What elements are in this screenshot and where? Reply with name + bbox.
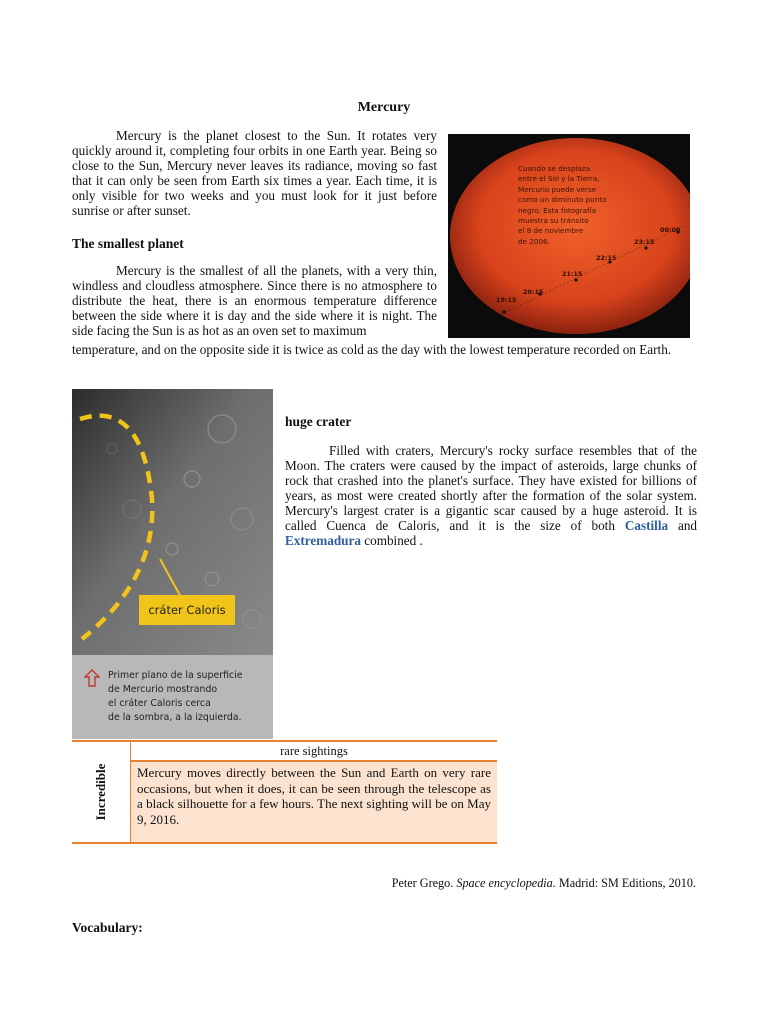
- transit-time: 00:00: [660, 226, 681, 234]
- transit-dot: [574, 278, 577, 281]
- smallest-planet-text-1: Mercury is the smallest of all the planets, with a very thin, windless and cloudless atmosphere. Since there is no atmosphere to distribute the heat, there is an enormous temperature difference between the side where it is day and the side where it is night. The side facing the Sun is as hot as an oven set to maximum: [72, 263, 437, 338]
- transit-time: 20:15: [523, 288, 544, 296]
- smallest-planet-paragraph: [72, 263, 437, 338]
- incredible-label: Incredible: [93, 763, 108, 821]
- transit-time: 21:15: [562, 270, 583, 278]
- incredible-side-cell: [72, 742, 131, 842]
- huge-crater-heading: huge crater: [285, 414, 352, 429]
- extremadura-link[interactable]: Extremadura: [285, 533, 361, 548]
- crater-caption: Primer plano de la superficie de Mercurio mostrando el cráter Caloris cerca de la sombra, a la izquierda.: [108, 670, 243, 723]
- rare-sightings-text: Mercury moves directly between the Sun and Earth on very rare occasions, but when it does, it can be seen through the telescope as a black silhouette for a few hours. The next sighting will be on May 9, 2016.: [137, 765, 491, 827]
- huge-crater-text: Filled with craters, Mercury's rocky surface resembles that of the Moon. The craters were caused by the impact of asteroids, large chunks of rock that crashed into the planet's surface. They have existed for billions of years, as most were created shortly after the formation of the solar system. Mercury's largest crater is a gigantic scar caused by a huge asteroid. It is called Cuenca de Caloris, and it is the size of both: [285, 443, 697, 533]
- smallest-planet-paragraph-continued: temperature, and on the opposite side it is twice as cold as the day with the lowest temperature recorded on Earth.: [72, 342, 672, 357]
- caloris-crater-photo: [72, 389, 273, 739]
- intro-text: Mercury is the planet closest to the Sun. It rotates very quickly around it, completing four orbits in one Earth year. Being so close to the Sun, Mercury never leaves its radiance, moving so fast that it can only be seen from Earth six times a year. Each time, it is only visible for two weeks and you must look for it just before sunrise or after sunset.: [72, 128, 437, 218]
- arrow-up-icon: [84, 669, 100, 687]
- transit-time: 23:15: [634, 238, 655, 246]
- transit-time: 22:15: [596, 254, 617, 262]
- crater-label: cráter Caloris: [139, 595, 235, 625]
- citation-work: Space encyclopedia.: [456, 876, 556, 890]
- transit-dot: [644, 246, 647, 249]
- transit-caption: Cuando se desplaza entre el Sol y la Tierra, Mercurio puede verse como un diminuto punto negro. Esta fotografía muestra su tránsito el 8 de noviembre de 2006.: [518, 164, 607, 246]
- huge-crater-paragraph: [285, 443, 697, 548]
- incredible-box: [72, 740, 497, 844]
- rare-sightings-body: [131, 762, 497, 842]
- citation-publisher: Madrid: SM Editions, 2010.: [558, 876, 696, 890]
- transit-dot: [502, 310, 505, 313]
- castilla-link[interactable]: Castilla: [624, 518, 669, 533]
- mercury-transit-photo: [448, 134, 690, 338]
- transit-time: 19:15: [496, 296, 517, 304]
- vocabulary-heading: Vocabulary:: [72, 920, 143, 935]
- intro-paragraph: [72, 128, 437, 218]
- rare-sightings-heading: rare sightings: [131, 742, 497, 762]
- and-word: and: [677, 518, 698, 533]
- citation-author: Peter Grego.: [391, 876, 454, 890]
- page-title: Mercury: [357, 100, 411, 115]
- citation: [392, 876, 696, 891]
- huge-crater-tail: combined .: [364, 533, 423, 548]
- smallest-planet-heading: The smallest planet: [72, 236, 184, 251]
